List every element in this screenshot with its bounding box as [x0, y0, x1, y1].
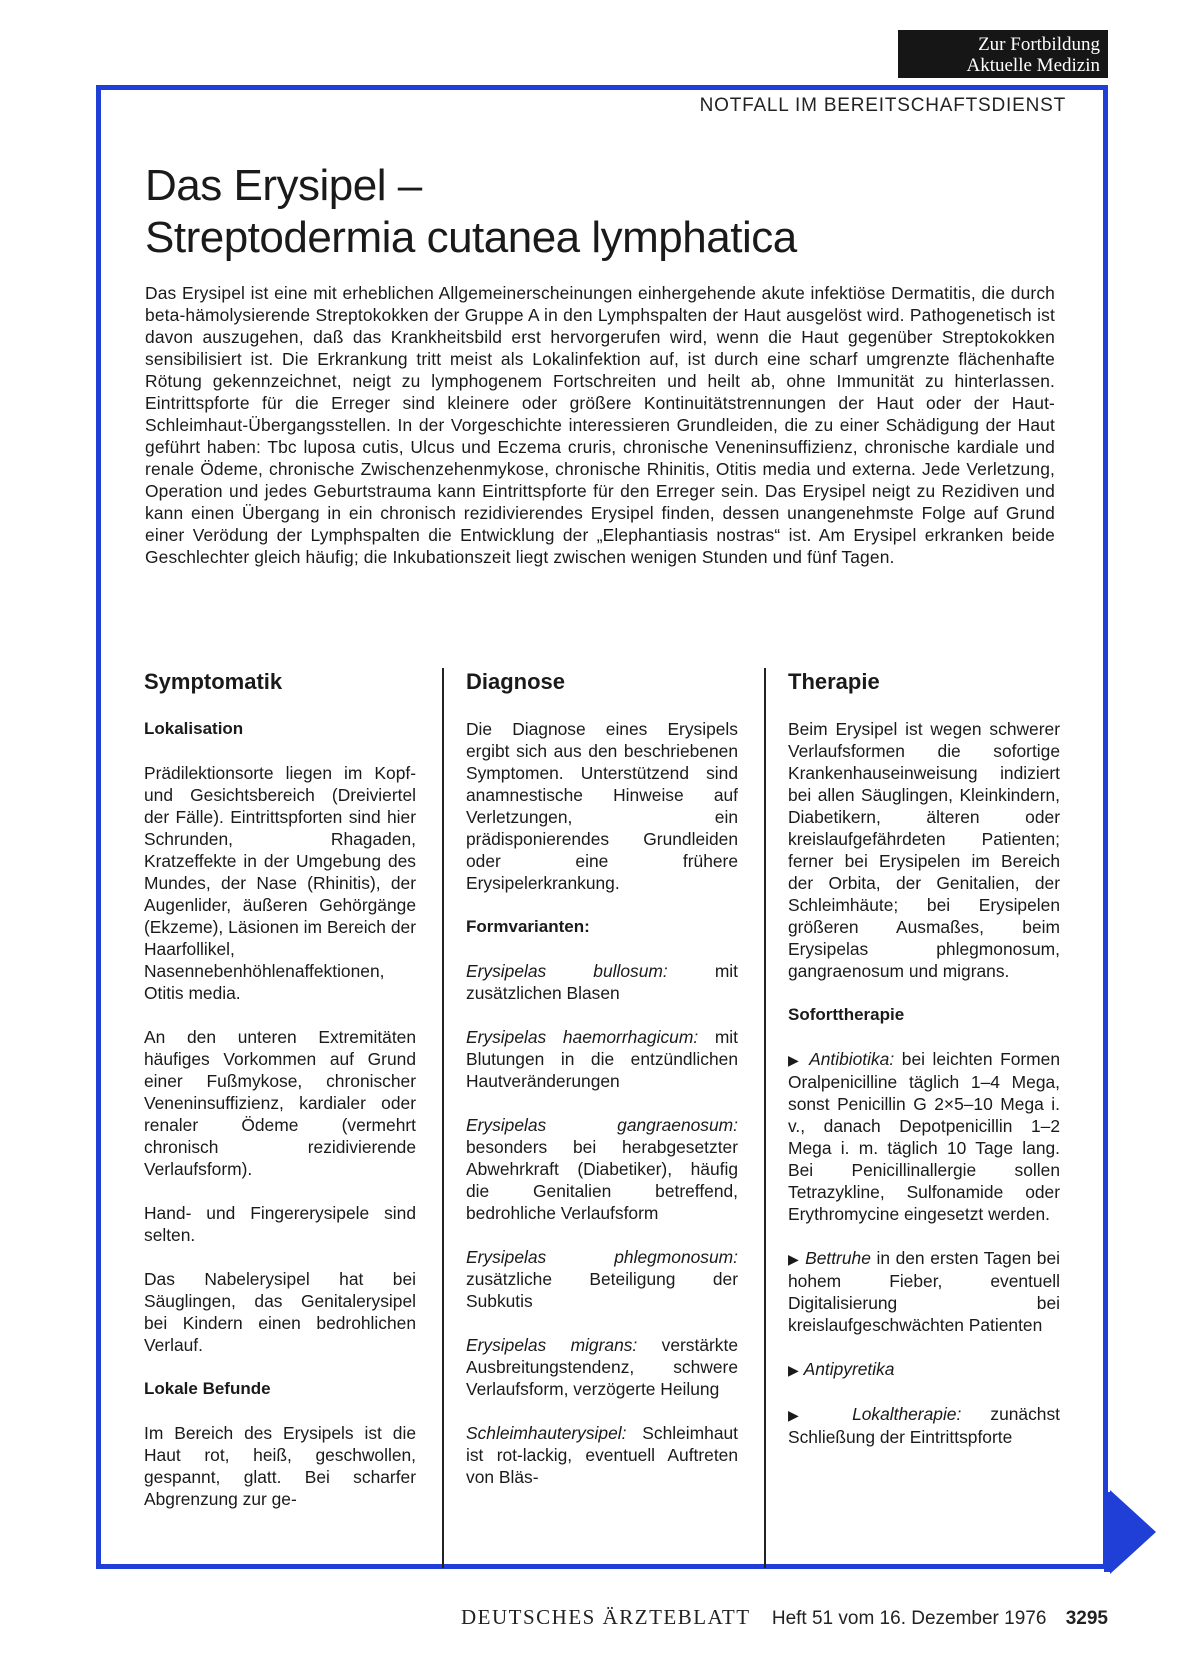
- page-number: 3295: [1065, 1608, 1108, 1629]
- variant-item: [466, 1114, 738, 1224]
- paragraph: Das Nabelerysipel hat bei Säuglingen, das Genitalerysipel bei Kindern einen bedrohlichen Verlauf.: [144, 1269, 416, 1355]
- page-footer: [461, 1605, 1108, 1630]
- intro-paragraph: Das Erysipel ist eine mit erheblichen Allgemeinerscheinungen einhergehende akute infektiöse Dermatitis, die durch beta-hämolysierende Streptokokken der Gruppe A in den Lymphspalten der Haut ausgelöst wird. Pathogenetisch ist davon auszugehen, daß das Krankheitsbild erst hervorgerufen wird, wenn die Haut gegenüber Streptokokken sensibilisiert ist. Die Erkrankung tritt meist als Lokalinfektion auf, ist durch eine scharf umgrenzte flächenhafte Rötung gekennzeichnet, neigt zu lymphogenem Fortschreiten und heilt ab, ohne Immunität zu hinterlassen. Eintrittspforte für die Erreger sind kleinere oder größere Kontinuitätstrennungen der Haut oder der Haut-Schleimhaut-Übergangsstellen. In der Vorgeschichte interessieren Grundleiden, die zu einer Schädigung der Haut geführt haben: Tbc luposa cutis, Ulcus und Eczema cruris, chronische Veneninsuffizienz, chronische kardiale und renale Ödeme, chronische Zwischenzehenmykose, chronische Rhinitis, Otitis media und externa. Jede Verletzung, Operation und jedes Geburtstrauma kann Eintrittspforte für den Erreger sein. Das Erysipel neigt zu Rezidiven und kann einen Übergang in ein chronisch rezidivierendes Erysipel finden, dessen unangenehmste Folge auf Grund einer Verödung der Lymphspalten die Entwicklung der „Elephantiasis nostras“ ist. Am Erysipel erkranken beide Geschlechter gleich häufig; die Inkubationszeit liegt zwischen wenigen Stunden und fünf Tagen.: [145, 283, 1055, 567]
- variant-term: Erysipelas migrans:: [466, 1335, 638, 1355]
- heading-symptomatik: Symptomatik: [144, 669, 283, 694]
- heading-therapie: Therapie: [788, 669, 880, 694]
- paragraph: Prädilektionsorte liegen im Kopf- und Gesichtsbereich (Dreiviertel der Fälle). Eintrittspforten sind hier Schrunden, Rhagaden, Kratzeffekte in der Umgebung des Mundes, der Nase (Rhinitis), der Augenlider, äußeren Gehörgänge (Ekzeme), Läsionen im Bereich der Haarfollikel, Nasennebenhöhlenaffektionen, Otitis media.: [144, 763, 416, 1003]
- therapy-item: [788, 1403, 1060, 1448]
- variant-text: besonders bei herabgesetzter Abwehrkraft (Diabetiker), häufig die Genitalien betreffend, bedrohliche Verlaufsform: [466, 1137, 738, 1223]
- variant-term: Erysipelas bullosum:: [466, 961, 668, 981]
- issue-info: Heft 51 vom 16. Dezember 1976: [771, 1608, 1047, 1629]
- column-rule-1: [442, 668, 444, 1568]
- variant-text: Schleimhaut ist rot-lackig, eventuell Auftreten von Bläs-: [466, 1423, 738, 1487]
- therapy-text: zunächst Schließung der Eintrittspforte: [788, 1404, 1060, 1447]
- subheading-formvarianten: Formvarianten:: [466, 917, 590, 936]
- column-diagnose: [466, 668, 738, 1540]
- therapy-term: Bettruhe: [805, 1248, 871, 1268]
- therapy-item: [788, 1048, 1060, 1225]
- title-line-2: Streptodermia cutanea lymphatica: [145, 213, 797, 262]
- therapy-item: [788, 1358, 1060, 1381]
- title-line-1: Das Erysipel –: [145, 161, 422, 210]
- paragraph: Beim Erysipel ist wegen schwerer Verlaufsformen die sofortige Krankenhauseinweisung indiziert bei allen Säuglingen, Kleinkindern, Diabetikern, älteren oder kreislaufgefährdeten Patienten; ferner bei Erysipelen im Bereich der Orbita, der Genitalien, der Schleimhäute; bei Erysipelen größeren Ausmaßes, beim Erysipelas phlegmonosum, gangraenosum und migrans.: [788, 719, 1060, 981]
- paragraph: Im Bereich des Erysipels ist die Haut rot, heiß, geschwollen, gespannt, glatt. Bei scharfer Abgrenzung zur ge-: [144, 1423, 416, 1509]
- variant-text: mit zusätzlichen Blasen: [466, 961, 738, 1003]
- variant-term: Erysipelas haemorrhagicum:: [466, 1027, 699, 1047]
- badge-line-1: Zur Fortbildung: [978, 34, 1100, 55]
- therapy-text: in den ersten Tagen bei hohem Fieber, eventuell Digitalisierung bei kreislaufgeschwächten Patienten: [788, 1248, 1060, 1335]
- variant-term: Erysipelas phlegmonosum:: [466, 1247, 738, 1267]
- heading-diagnose: Diagnose: [466, 669, 566, 694]
- column-rule-2: [764, 668, 766, 1568]
- paragraph: An den unteren Extremitäten häufiges Vorkommen auf Grund einer Fußmykose, chronischer Veneninsuffizienz, kardialer oder renaler Ödeme (vermehrt chronisch rezidivierende Verlaufsform).: [144, 1027, 416, 1179]
- variant-text: verstärkte Ausbreitungstendenz, schwere Verlaufsform, verzögerte Heilung: [466, 1335, 738, 1399]
- therapy-text: bei leichten Formen Oralpenicilline täglich 1–4 Mega, sonst Penicillin G 2×5–10 Mega i. v., danach Depotpenicillin 1–2 Mega i. m. täglich 10 Tage lang. Bei Penicillinallergie sollen Tetrazykline, Sulfonamide oder Erythromycine eingesetzt werden.: [788, 1049, 1060, 1224]
- arrow-icon: ▶: [788, 1362, 799, 1378]
- variant-item: [466, 960, 738, 1004]
- variant-term: Erysipelas gangraenosum:: [466, 1115, 738, 1135]
- article-kicker: NOTFALL IM BEREITSCHAFTSDIENST: [699, 95, 1066, 116]
- variant-item: [466, 1334, 738, 1400]
- paragraph: Die Diagnose eines Erysipels ergibt sich aus den beschriebenen Symptomen. Unterstützend sind anamnestische Hinweise auf Verletzungen, ein prädisponierendes Grundleiden oder eine frühere Erysipelerkrankung.: [466, 719, 738, 893]
- arrow-icon: ▶: [788, 1407, 823, 1423]
- variant-text: zusätzliche Beteiligung der Subkutis: [466, 1269, 738, 1311]
- therapy-item: [788, 1247, 1060, 1336]
- therapy-term: Antipyretika: [803, 1359, 895, 1379]
- column-therapie: [788, 668, 1060, 1540]
- variant-item: [466, 1422, 738, 1488]
- variant-term: Schleimhauterysipel:: [466, 1423, 627, 1443]
- subheading-soforttherapie: Soforttherapie: [788, 1005, 905, 1024]
- paragraph: Hand- und Fingererysipele sind selten.: [144, 1203, 416, 1245]
- variant-item: [466, 1026, 738, 1092]
- badge-line-2: Aktuelle Medizin: [966, 55, 1100, 76]
- arrow-icon: ▶: [788, 1052, 802, 1068]
- arrow-icon: ▶: [788, 1251, 800, 1267]
- journal-name: DEUTSCHES ÄRZTEBLATT: [460, 1605, 751, 1629]
- section-badge: [898, 30, 1108, 78]
- column-symptomatik: [144, 668, 416, 1540]
- continue-arrow-icon: [1110, 1490, 1156, 1574]
- subheading-lokale-befunde: Lokale Befunde: [144, 1379, 271, 1398]
- variant-text: mit Blutungen in die entzündlichen Hautveränderungen: [466, 1027, 738, 1091]
- variant-item: [466, 1246, 738, 1312]
- article-title: [145, 160, 797, 264]
- therapy-term: Antibiotika:: [809, 1049, 895, 1069]
- therapy-term: Lokaltherapie:: [852, 1404, 962, 1424]
- subheading-lokalisation: Lokalisation: [144, 719, 244, 738]
